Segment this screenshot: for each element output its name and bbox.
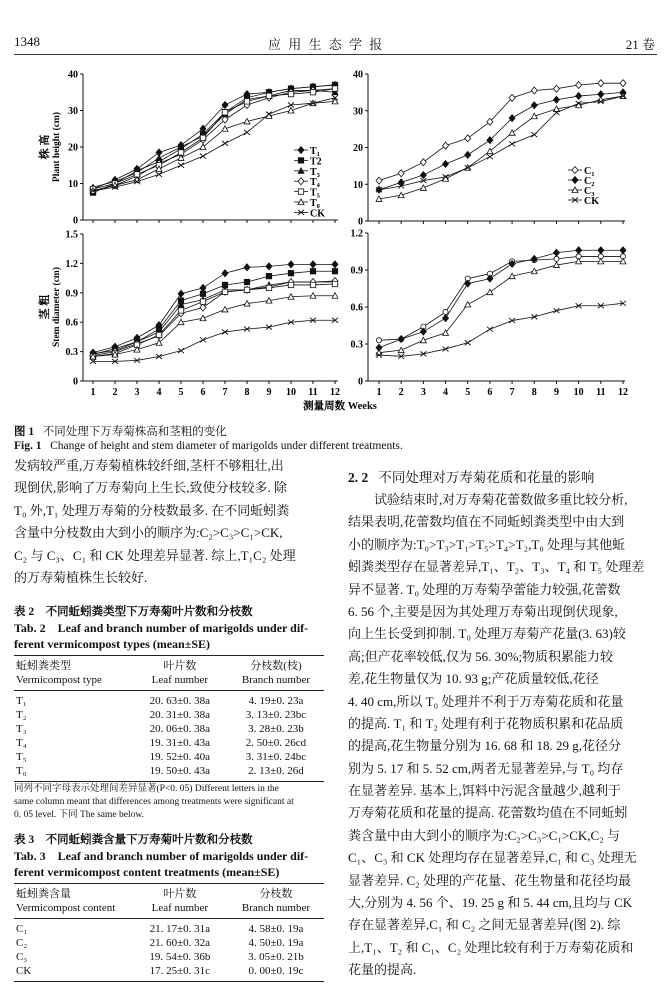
diamond-marker — [420, 172, 426, 179]
square-marker — [222, 110, 227, 115]
column-header — [14, 656, 132, 691]
diamond-marker — [266, 263, 272, 270]
column-header-cn: 分枝数(枝) — [250, 660, 302, 672]
table-row — [14, 736, 324, 750]
text-line: 在显著差异. 基本上,饵料中污泥含量越少,越利于 — [348, 783, 622, 799]
square-marker — [310, 269, 315, 274]
legend-subscript: 3 — [316, 171, 320, 179]
x-tick-label: 5 — [178, 387, 184, 398]
table-cell: 19. 52±0. 40a — [149, 751, 211, 763]
text-line: C₂ 与 C₃、C₁ 和 CK 处理差异显著. 综上,T₁C₂ 处理 — [14, 547, 296, 563]
x-tick-label: 2 — [398, 387, 404, 398]
table-cell: C₂ — [16, 937, 28, 949]
square-marker — [200, 299, 205, 304]
square-marker — [200, 135, 205, 140]
x-tick-label: 2 — [112, 387, 118, 398]
table-cell: 3. 05±0. 21b — [248, 951, 304, 963]
y-tick-label: 1.2 — [65, 258, 78, 270]
column-header-en: Branch number — [241, 902, 310, 914]
table-cell: 19. 54±0. 36b — [149, 951, 211, 963]
table2-title — [14, 604, 324, 652]
diamond-marker — [298, 147, 304, 154]
y-tick-label: 30 — [68, 106, 78, 117]
cross-marker — [200, 154, 206, 159]
x-axis-title: 测量周数 Weeks — [303, 401, 377, 412]
diamond-marker — [553, 249, 559, 256]
table-cell: T₄ — [16, 737, 27, 749]
figure-1 — [0, 0, 669, 420]
diamond-marker — [598, 247, 604, 254]
page-number: 1348 — [14, 34, 40, 49]
text-line: 小的顺序为:T₀>T₃>T₁>T₅>T₄>T₂,T₀ 处理与其他蚯 — [348, 536, 626, 552]
diamond-marker — [572, 167, 578, 174]
x-tick-label: 4 — [443, 387, 449, 398]
cross-marker — [200, 337, 206, 342]
square-marker — [332, 269, 337, 274]
legend-label: $C_1$ — [584, 166, 595, 178]
diamond-marker — [598, 80, 604, 87]
square-marker — [310, 90, 315, 95]
diamond-marker — [620, 80, 626, 87]
legend-label: $T_0$ — [310, 198, 320, 210]
diamond-marker — [465, 135, 471, 142]
legend-label: $T_1$ — [310, 146, 320, 158]
series-line — [93, 264, 335, 352]
series-line — [93, 271, 335, 354]
square-marker — [288, 282, 293, 287]
column-header-cn: 蚯蚓粪含量 — [16, 888, 71, 900]
legend-subscript: 1 — [591, 171, 595, 178]
series-T1 — [90, 81, 338, 192]
x-tick-label: 8 — [244, 387, 250, 398]
triangle-marker — [398, 192, 404, 198]
table-cell: 2. 13±0. 26d — [248, 765, 304, 777]
series-line — [93, 89, 335, 189]
table-cell: 20. 63±0. 38a — [149, 695, 211, 707]
series-T5 — [90, 86, 337, 192]
right-column-text — [348, 489, 644, 982]
text-line: 显著差异. C₂ 处理的产花量、花生物量和花径均最 — [348, 872, 631, 888]
text-line: 结果表明,花蕾数均值在不同蚯蚓粪类型中由大到 — [348, 514, 625, 530]
x-tick-label: 8 — [531, 387, 537, 398]
table-title-en: ferent vermicompost content treatments (mean±SE) — [14, 865, 280, 879]
x-tick-label: 12 — [330, 387, 340, 398]
text-line: 花量的提高. — [348, 962, 417, 978]
diamond-marker — [576, 247, 582, 254]
table-cell: 4. 58±0. 19a — [248, 923, 304, 935]
y-axis-title — [37, 112, 62, 182]
x-tick-label: 5 — [465, 387, 471, 398]
text-line: 别为 5. 17 和 5. 52 cm,两者无显著差异,与 T₀ 均存 — [348, 760, 624, 776]
table-cell: 0. 00±0. 19c — [248, 965, 304, 977]
diamond-marker — [288, 261, 294, 268]
table-cell: 3. 28±0. 23b — [248, 723, 304, 735]
table-cell: T₅ — [16, 751, 27, 763]
table-cell: T₁ — [16, 695, 27, 707]
diamond-marker — [553, 96, 559, 103]
text-line: 的提高,花生物量分别为 16. 68 和 18. 29 g,花径分 — [348, 738, 622, 754]
cross-marker — [244, 130, 250, 135]
diamond-marker — [465, 151, 471, 158]
cross-marker — [487, 327, 493, 332]
text-line: 高;但产花率较低,仅为 56. 30%;物质积累能力较 — [348, 648, 614, 664]
figure-caption-cn: 图 1 不同处理下万寿菊株高和茎粗的变化 — [14, 426, 227, 438]
square-marker — [298, 189, 303, 194]
series-C2 — [376, 247, 626, 351]
triangle-marker — [465, 302, 471, 308]
left-column-text — [14, 455, 296, 589]
legend-subscript: 1 — [316, 151, 320, 158]
square-marker — [310, 282, 315, 287]
triangle-marker — [288, 108, 294, 114]
table-cell: 3. 31±0. 24bc — [245, 751, 307, 763]
cross-marker — [156, 172, 162, 177]
diamond-marker — [332, 261, 338, 268]
legend-label: T2 — [310, 156, 322, 168]
table-cell: T₀ — [16, 765, 27, 777]
square-marker — [288, 271, 293, 276]
series-line — [93, 296, 335, 357]
y-tick-label: 0.6 — [65, 317, 78, 329]
diamond-marker — [576, 82, 582, 89]
text-line: 大,分别为 4. 56 个、19. 25 g 和 5. 44 cm,且均与 CK — [348, 895, 633, 911]
table-row — [14, 764, 324, 782]
column-header-cn: 叶片数 — [163, 660, 197, 672]
table-cell: 20. 06±0. 38a — [149, 723, 211, 735]
diamond-marker — [244, 264, 250, 271]
table-cell: 4. 50±0. 19a — [248, 937, 304, 949]
journal-title: 应 用 生 态 学 报 — [268, 37, 385, 52]
table-title-cn: 表 2 不同蚯蚓粪类型下万寿菊叶片数和分枝数 — [14, 606, 253, 618]
circle-marker — [443, 309, 448, 314]
legend-label: $C_3$ — [584, 186, 595, 198]
table-cell: CK — [16, 965, 32, 977]
triangle-marker — [509, 130, 515, 136]
diamond-marker — [531, 102, 537, 109]
y-tick-label: 0 — [73, 376, 78, 388]
text-line: 万寿菊花质和花量的提高. 花蕾数均值在不同蚯蚓 — [348, 805, 628, 821]
table-row — [14, 750, 324, 764]
x-tick-label: 10 — [573, 387, 584, 398]
diamond-marker — [420, 159, 426, 166]
legend-label: $C_2$ — [584, 176, 595, 188]
y-tick-label: 40 — [68, 69, 78, 81]
diamond-marker — [298, 178, 304, 185]
square-marker — [332, 281, 337, 286]
diamond-marker — [200, 304, 206, 311]
volume: 21 卷 — [625, 37, 655, 52]
table-cell: 19. 50±0. 43a — [149, 765, 211, 777]
cross-marker — [178, 348, 184, 353]
table-spacer — [14, 822, 324, 832]
diamond-marker — [443, 142, 449, 149]
series-line — [379, 303, 623, 356]
diamond-marker — [200, 284, 206, 291]
legend-label: $T_3$ — [310, 166, 320, 179]
x-tick-label: 4 — [156, 387, 162, 398]
square-marker — [222, 289, 227, 294]
diamond-marker — [398, 336, 404, 343]
legend-label: CK — [310, 208, 325, 220]
y-tick-label: 0.3 — [65, 347, 78, 359]
text-line: 蚓粪类型存在显著差异,T₁、T₂、T₃、T₄ 和 T₅ 处理差 — [348, 559, 645, 575]
y-tick-label: 20 — [353, 143, 363, 154]
text-line: 试验结束时,对万寿菊花蕾数做多重比较分析, — [348, 492, 628, 507]
y-tick-label: 10 — [353, 179, 363, 191]
legend-label: $T_5$ — [310, 187, 320, 200]
x-tick-label: 10 — [286, 387, 296, 398]
table3 — [14, 832, 324, 982]
square-marker — [244, 287, 249, 292]
table-header — [14, 884, 324, 919]
diamond-marker — [553, 85, 559, 92]
table-cell: 4. 19±0. 23a — [248, 695, 304, 707]
y-axis-title-en: Plant height (cm) — [52, 111, 62, 183]
x-tick-label: 11 — [308, 387, 318, 398]
y-tick-label: 0 — [358, 376, 363, 388]
square-marker — [156, 332, 161, 337]
column-header-en: Vermicompost content — [16, 902, 116, 914]
table-cell: 3. 13±0. 23bc — [245, 709, 307, 721]
cross-marker — [531, 132, 537, 137]
square-marker — [266, 273, 271, 278]
square-marker — [244, 99, 249, 104]
text-line: 存在显著差异,C₁ 和 C₂ 之间无显著差异(图 2). 综 — [348, 917, 621, 933]
table3-grid — [14, 883, 324, 982]
y-tick-label: 20 — [68, 142, 78, 154]
cross-marker — [487, 154, 493, 159]
series-T1 — [90, 261, 338, 356]
circle-marker — [376, 338, 381, 343]
series-line — [379, 261, 623, 352]
x-tick-label: 9 — [553, 387, 559, 398]
y-tick-label: 0.3 — [350, 339, 363, 351]
legend-subscript: 5 — [316, 192, 320, 200]
diamond-marker — [531, 87, 537, 94]
table-row — [14, 722, 324, 736]
y-tick-label: 40 — [353, 69, 363, 81]
x-tick-label: 7 — [509, 387, 515, 398]
legend-item-T2 — [294, 156, 322, 167]
text-line: T₀ 外,T₁ 处理万寿菊的分枝数最多. 在不同蚯蚓粪 — [14, 502, 290, 518]
series-line — [93, 98, 335, 191]
cross-marker — [553, 308, 559, 313]
legend-subscript: 4 — [316, 182, 320, 190]
triangle-marker — [420, 185, 426, 191]
series-C3 — [376, 258, 626, 355]
text-line: 4. 40 cm,所以 T₀ 处理并不利于万寿菊花质和花量 — [348, 693, 624, 709]
table2-grid — [14, 655, 324, 782]
table-row — [14, 964, 324, 982]
table-row — [14, 708, 324, 722]
cross-marker — [178, 163, 184, 168]
series-line — [93, 85, 335, 193]
tables-column — [14, 604, 324, 982]
y-tick-label: 0 — [73, 215, 78, 227]
table-cell: 17. 25±0. 31c — [149, 965, 211, 977]
table-cell: 20. 31±0. 38a — [149, 709, 211, 721]
column-header-en: Vermicompost type — [16, 674, 102, 686]
legend-label: CK — [584, 196, 599, 207]
series-C1 — [376, 254, 625, 343]
column-header — [228, 884, 324, 919]
figure-caption-en: Fig. 1 Change of height and stem diameter of marigolds under different treatments. — [14, 440, 403, 452]
x-tick-label: 1 — [376, 387, 382, 398]
diamond-marker — [310, 261, 316, 268]
x-tick-label: 6 — [200, 387, 206, 398]
text-line: 发病较严重,万寿菊植株较纤细,茎杆不够粗壮,出 — [14, 458, 284, 473]
column-header-cn: 蚯蚓粪类型 — [16, 660, 71, 672]
table-row — [14, 691, 324, 709]
chart-panel-bottom-left — [80, 234, 338, 384]
cross-marker — [443, 346, 449, 351]
triangle-marker — [200, 315, 206, 321]
legend-subscript: 0 — [316, 203, 320, 210]
table-row — [14, 936, 324, 950]
diamond-marker — [222, 270, 228, 277]
column-header-en: Leaf number — [151, 674, 209, 686]
diamond-marker — [443, 315, 449, 322]
table-cell: C₁ — [16, 923, 28, 935]
legend-subscript: 2 — [591, 181, 595, 188]
y-tick-label: 0.9 — [65, 288, 78, 300]
triangle-marker — [398, 347, 404, 353]
table-title-cn: 表 3 不同蚯蚓粪含量下万寿菊叶片数和分枝数 — [14, 834, 253, 846]
text-line: 的万寿菊植株生长较好. — [14, 569, 148, 585]
text-line: 差,花生物量仅为 10. 93 g;产花质量较低,花径 — [348, 671, 599, 687]
x-tick-label: 6 — [487, 387, 493, 398]
cross-marker — [222, 141, 228, 146]
text-line: C₁、C₃ 和 CK 处理均存在显著差异,C₁ 和 C₃ 处理无 — [348, 850, 637, 866]
table-cell: T₂ — [16, 709, 27, 721]
column-header-cn: 分枝数 — [259, 888, 293, 900]
x-tick-label: 9 — [266, 387, 272, 398]
series-CK — [376, 301, 626, 359]
series-line — [379, 250, 623, 347]
diamond-marker — [620, 247, 626, 254]
table-cell: 21. 17±0. 31a — [149, 923, 211, 935]
legend-label: $T_4$ — [310, 177, 320, 190]
square-marker — [266, 285, 271, 290]
x-tick-label: 3 — [134, 387, 140, 398]
table-header — [14, 656, 324, 691]
table-cell: 2. 50±0. 26cd — [245, 737, 307, 749]
series-CK — [90, 318, 338, 364]
legend-item-CK — [294, 208, 325, 219]
x-tick-label: 12 — [618, 387, 628, 398]
square-marker — [244, 279, 249, 284]
square-marker — [200, 291, 205, 296]
table-row — [14, 950, 324, 964]
diamond-marker — [487, 275, 493, 282]
column-header-en: Branch number — [241, 674, 310, 686]
y-tick-label: 10 — [68, 179, 78, 190]
x-tick-label: 1 — [90, 387, 96, 398]
column-header — [14, 884, 132, 919]
y-tick-label: 0 — [358, 216, 363, 228]
diamond-marker — [376, 177, 382, 184]
text-line: 上,T₁、T₂ 和 C₁、C₂ 处理比较有利于万寿菊花质和 — [348, 939, 634, 955]
column-header — [132, 884, 228, 919]
chart-panel-bottom-right — [365, 233, 626, 384]
text-line: 含量中分枝数由大到小的顺序为:C₂>C₃>C₁>CK, — [14, 525, 283, 541]
circle-marker — [554, 256, 559, 261]
table-cell: 21. 60±0. 32a — [149, 937, 211, 949]
table-cell: T₃ — [16, 723, 27, 735]
table-row — [14, 919, 324, 937]
legend-item-CK — [568, 196, 599, 207]
triangle-marker — [420, 337, 426, 343]
y-axis-title-en: Stem diameter (cm) — [52, 266, 62, 348]
x-tick-label: 11 — [596, 387, 606, 398]
y-tick-label: 0.6 — [350, 302, 363, 314]
text-line: 粪含量中由大到小的顺序为:C₂>C₃>C₁>CK,C₂ 与 — [348, 827, 620, 843]
legend-subscript: 3 — [591, 191, 595, 198]
text-line: 向上生长受到抑制. T₀ 处理万寿菊产花量(3. 63)较 — [348, 626, 626, 642]
column-header-cn: 叶片数 — [163, 888, 197, 900]
diamond-marker — [443, 161, 449, 168]
y-tick-label: 1.2 — [350, 228, 363, 240]
triangle-marker — [531, 113, 537, 119]
table-title-en: Tab. 3 Leaf and branch number of marigolds under dif- — [14, 849, 309, 863]
square-marker — [298, 158, 303, 163]
y-axis-title-cn: 株 高 — [39, 134, 51, 160]
square-marker — [332, 86, 337, 91]
series-line — [93, 282, 335, 354]
y-tick-label: 0.9 — [350, 265, 363, 277]
diamond-marker — [572, 177, 578, 184]
table-cell: 19. 31±0. 43a — [149, 737, 211, 749]
chart-panel-top-right — [365, 74, 626, 224]
table-title-en: ferent vermicompost types (mean±SE) — [14, 637, 210, 651]
x-tick-label: 3 — [420, 387, 426, 398]
table2-note: 同列不同字母表示处理间差异显著(P<0. 05) Different letters in the same column meant that differences among treatments were significant at 0. 05 level. 下同 The same below. — [14, 784, 294, 820]
series-line — [379, 256, 623, 340]
text-line: 现倒伏,影响了万寿菊向上生长,致使分枝较多. 除 — [14, 480, 288, 496]
triangle-marker — [487, 289, 493, 295]
table2 — [14, 604, 324, 782]
x-tick-label: 7 — [222, 387, 228, 398]
table-cell: C₃ — [16, 951, 28, 963]
triangle-marker — [222, 126, 228, 132]
chart-panel-top-left — [80, 74, 338, 223]
text-line: 异不显著. T₀ 处理的万寿菊孕蕾能力较强,花蕾数 — [348, 581, 621, 597]
diamond-marker — [420, 328, 426, 335]
square-marker — [266, 93, 271, 98]
text-line: 的提高. T₁ 和 T₂ 处理有利于花物质积累和花品质 — [348, 715, 624, 731]
cross-marker — [509, 141, 515, 146]
y-tick-label: 1.5 — [65, 229, 78, 241]
cross-marker — [465, 340, 471, 345]
square-marker — [288, 91, 293, 96]
series-T3 — [90, 87, 338, 189]
y-axis-title — [37, 267, 62, 347]
diamond-marker — [398, 170, 404, 177]
section-heading: 2. 2 不同处理对万寿菊花质和花量的影响 — [348, 470, 595, 485]
y-tick-label: 30 — [353, 106, 363, 118]
column-header — [228, 656, 324, 691]
column-header — [132, 656, 228, 691]
y-axis-title-cn: 茎 粗 — [39, 294, 51, 320]
table-title-en: Tab. 2 Leaf and branch number of marigolds under dif- — [14, 621, 309, 635]
text-line: 6. 56 个,主要是因为其处理万寿菊出现倒伏现象, — [348, 603, 618, 619]
table3-title — [14, 832, 324, 880]
column-header-en: Leaf number — [151, 902, 209, 914]
square-marker — [178, 308, 183, 313]
diamond-marker — [576, 93, 582, 100]
